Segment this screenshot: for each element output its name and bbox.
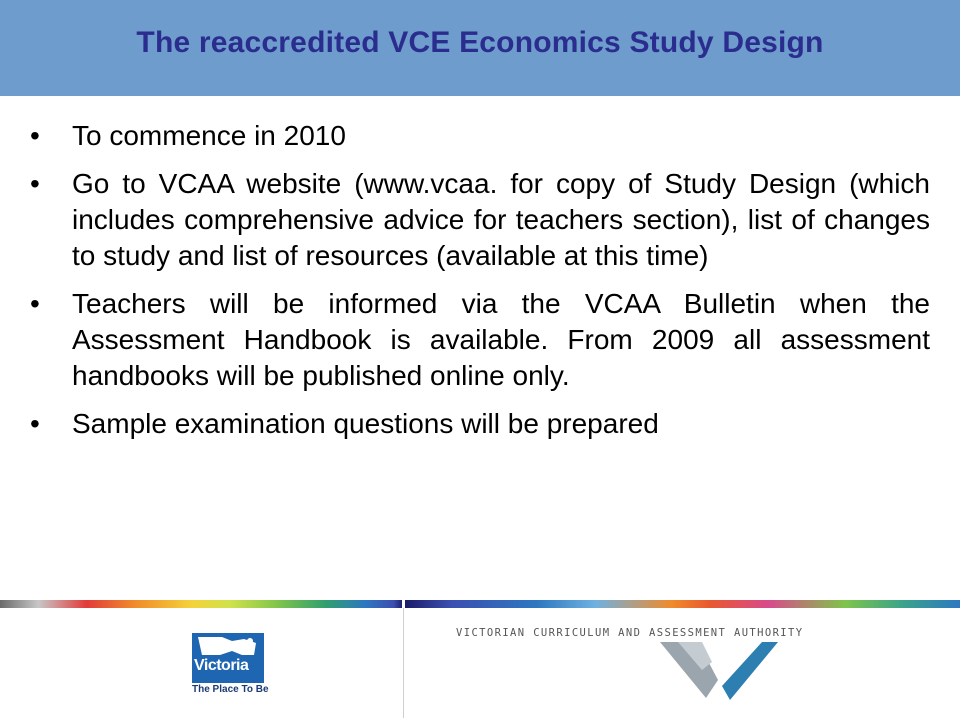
bullet-item (30, 166, 930, 274)
footer-divider (403, 608, 404, 718)
vcaa-name: VICTORIAN CURRICULUM AND ASSESSMENT AUTHORITY (456, 627, 804, 639)
bullet-text: To commence in 2010 (72, 120, 346, 151)
victoria-logo-name: Victoria (194, 657, 249, 674)
slide-title: The reaccredited VCE Economics Study Design (136, 26, 824, 59)
vcaa-logo-icon (660, 640, 780, 705)
bullet-text: Go to VCAA website (www.vcaa. for copy of Study Design (which includes comprehensive advice for teachers section), list of changes to study and list of resources (available at this time) (72, 168, 930, 271)
divider-gap (402, 600, 405, 608)
bullet-text: Sample examination questions will be prepared (72, 408, 659, 439)
bullet-item (30, 286, 930, 394)
victoria-logo-tagline: The Place To Be (192, 684, 269, 695)
rainbow-divider-bar (0, 600, 960, 608)
bullet-icon: • (30, 288, 40, 319)
slide-body (30, 118, 930, 454)
bullet-list (30, 118, 930, 442)
bullet-icon: • (30, 120, 40, 151)
bullet-icon: • (30, 408, 40, 439)
slide-header (0, 0, 960, 96)
bullet-text: Teachers will be informed via the VCAA Bulletin when the Assessment Handbook is available. From 2009 all assessment handbooks will be published online only. (72, 288, 930, 391)
bullet-item (30, 118, 930, 154)
bullet-item (30, 406, 930, 442)
victoria-map-icon (192, 633, 264, 659)
bullet-icon: • (30, 168, 40, 199)
